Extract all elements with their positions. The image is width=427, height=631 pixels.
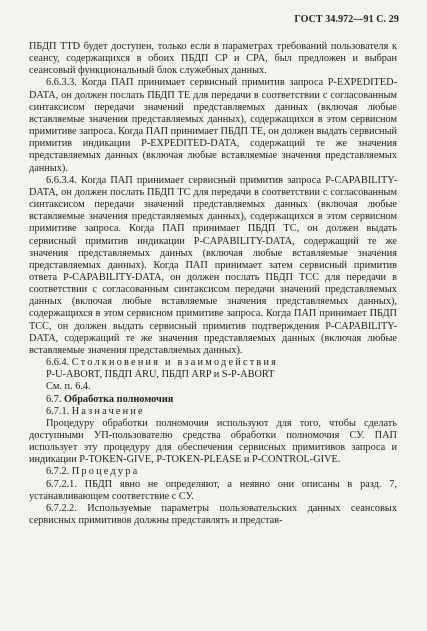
page-header: ГОСТ 34.972—91 С. 29 [294,14,399,25]
heading-6-6-4-title: Столкновения и взаимодействия [71,357,279,369]
heading-6-6-4-line2: P-U-ABORT, ПБДП ARU, ПБДП ARP и S-P-ABORT [46,369,275,381]
heading-6-7-2-number: 6.7.2. [46,466,70,478]
body-text [29,41,397,527]
heading-6-6-4-number: 6.6.4. [46,357,70,369]
heading-6-7-1-title: Назначение [71,405,145,417]
paragraph-6-6-3-3: 6.6.3.3. Когда ПАП принимает сервисный примитив запроса P-EXPEDITED-DATA, он должен послать ПБДП TE для передачи в соответствии с согласованным синтаксисом передачи значений представляемых данных (включая любые вставляемые значения представляемых данных), содержащихся в этом сервисном примитиве запроса. Когда ПАП принимает ПБДП TE, он должен выдать сервисный примитив индикации P-EXPEDITED-DATA, содержащий те же значения представляемых данных (включая любые вставляемые значения представляемых данных). [29,77,397,174]
paragraph-6-7-2-1: 6.7.2.1. ПБДП явно не определяют, а неявно они описаны в разд. 7, устанавливающем соответствие с СУ. [29,478,397,502]
paragraph-6-6-3-4: 6.6.3.4. Когда ПАП принимает сервисный примитив запроса P-CAPABILITY-DATA, он должен послать ПБДП TC для передачи в соответствии с согласованным синтаксисом передачи значений представляемых данных (включая любые вставляемые значения представляемых данных), содержащихся в этом сервисном примитиве запроса. Когда ПАП принимает ПБДП TC, он должен выдать сервисный примитив индикации P-CAPABILITY-DATA, содержащий те же значения представляемых данных (включая любые вставляемые значения представляемых данных). Когда ПАП принимает затем сервисный примитив ответа P-CAPABILITY-DATA, он должен послать ПБДП TCC для передачи в соответствии с согласованным синтаксисом передачи значений представляемых данных (включая любые вставляемые значения представляемых данных), содержащихся в этом сервисном примитиве запроса. Когда ПАП принимает ПБДП TCC, он должен выдать сервисный примитив подтверждения P-CAPABILITY-DATA, содержащий те же значения представляемых данных (включая любые вставляемые значения представляемых данных). [29,174,397,356]
heading-6-7-1 [29,406,397,418]
paragraph-6-7-2-2: 6.7.2.2. Используемые параметры пользовательских данных сеансовых сервисных примитивов должны представлять и представ- [29,502,397,527]
heading-6-7-2-title: Процедура [71,466,140,478]
paragraph-purpose: Процедуру обработки полномочия используют для того, чтобы сделать доступными УП-пользователю средства обработки полномочия СУ. ПАП использует эту процедуру для обеспечения сервисных примитивов запроса и индикации P-TOKEN-GIVE, P-TOKEN-PLEASE и P-CONTROL-GIVE. [29,417,397,466]
paragraph-ttd: ПБДП TTD будет доступен, только если в параметрах требований пользователя к сеансу, содержащихся в обоих ПБДП CP и CPA, был предложен и выбран сеансовый функциональный блок служебных данных. [29,41,397,77]
heading-6-7-1-number: 6.7.1. [46,405,70,417]
heading-6-6-4 [29,357,397,369]
heading-6-7-number: 6.7. [46,393,62,405]
heading-6-7-title: Обработка полномочия [64,393,174,405]
heading-6-7 [29,394,397,406]
reference-6-4: См. п. 6.4. [46,381,91,393]
heading-6-7-2 [29,466,397,478]
